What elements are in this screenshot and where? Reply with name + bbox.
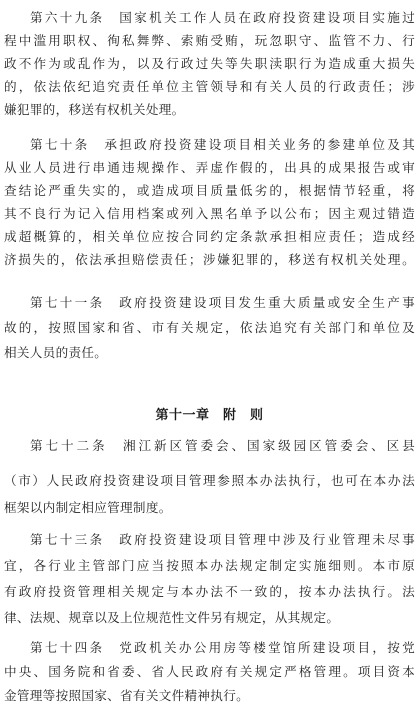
- article-73-line-2: 宜，各行业主管部门应当按照本办法规定制定实施细则。本市原: [4, 558, 415, 573]
- article-72-line-3: 框架以内制定相应管理制度。: [4, 500, 172, 515]
- article-70-line-4: 其不良行为记入信用档案或列入黑名单予以公布；因主观过错造: [4, 206, 415, 221]
- article-73-line-1: 第七十三条 政府投资建设项目管理中涉及行业管理未尽事: [30, 532, 415, 547]
- chapter-heading: 第十一章 附 则: [155, 408, 264, 423]
- article-70-line-2: 从业人员进行串通违规操作、弄虚作假的，出具的成果报告或审: [4, 160, 415, 175]
- article-69-line-3: 政不作为或乱作为，以及行政过失等失职渎职行为造成重大损失: [4, 56, 415, 71]
- article-70-line-3: 查结论严重失实的，或造成项目质量低劣的，根据情节轻重，将: [4, 183, 415, 198]
- article-73-line-4: 律、法规、规章以及上位规范性文件另有规定，从其规定。: [4, 610, 340, 625]
- article-69-line-2: 程中滥用职权、徇私舞弊、索贿受贿，玩忽职守、监管不力、行: [4, 33, 415, 48]
- article-71-line-3: 相关人员的责任。: [4, 345, 108, 360]
- article-71-line-2: 故的，按照国家和省、市有关规定，依法追究有关部门和单位及: [4, 320, 415, 335]
- article-74-line-3: 金管理等按照国家、省有关文件精神执行。: [4, 688, 249, 703]
- article-69-line-5: 嫌犯罪的，移送有权机关处理。: [4, 102, 185, 117]
- article-70-line-1: 第七十条 承担政府投资建设项目相关业务的参建单位及其: [30, 137, 415, 152]
- article-70-line-5: 成超概算的，相关单位应按合同约定条款承担相应责任；造成经: [4, 229, 415, 244]
- article-72-line-1: 第七十二条 湘江新区管委会、国家级园区管委会、区县: [30, 438, 415, 453]
- article-73-line-3: 有政府投资管理相关规定与本办法不一致的，按本办法执行。法: [4, 584, 415, 599]
- article-69-line-4: 的，依法依纪追究责任单位主管领导和有关人员的行政责任；涉: [4, 79, 415, 94]
- article-70-line-6: 济损失的，依法承担赔偿责任；涉嫌犯罪的，移送有权机关处理。: [4, 252, 415, 267]
- article-72-line-2: （市）人民政府投资建设项目管理参照本办法执行，也可在本办法: [4, 473, 415, 488]
- article-74-line-1: 第七十四条 党政机关办公用房等楼堂馆所建设项目，按党: [30, 640, 415, 655]
- article-74-line-2: 中央、国务院和省委、省人民政府有关规定严格管理。项目资本: [4, 664, 415, 679]
- article-71-line-1: 第七十一条 政府投资建设项目发生重大质量或安全生产事: [30, 295, 415, 310]
- article-69-line-1: 第六十九条 国家机关工作人员在政府投资建设项目实施过: [30, 10, 415, 25]
